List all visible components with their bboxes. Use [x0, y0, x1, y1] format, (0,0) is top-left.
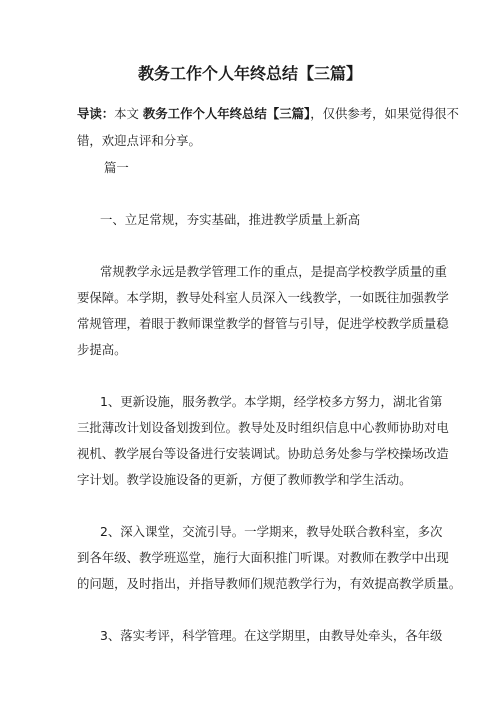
paragraph-3-line: 的问题，及时指出，并指导教师们规范教学行为，有效提高教学质量。: [77, 576, 462, 591]
intro-doc-title: 教务工作个人年终总结【三篇】: [142, 106, 311, 121]
paragraph-3-line: 2、深入课堂，交流引导。一学期来，教导处联合教科室，多次: [100, 524, 443, 539]
paragraph-4-line: 3、落实考评，科学管理。在这学期里，由教导处牵头，各年级: [100, 628, 443, 643]
paragraph-1-line: 步提高。: [77, 342, 127, 357]
paragraph-1-line: 要保障。本学期，教导处科室人员深入一线教学，一如既往加强教学: [77, 290, 449, 305]
paragraph-1-line: 常规管理，着眼于教师课堂教学的督管与引导，促进学校教学质量稳: [77, 316, 449, 331]
heading-1: 一、立足常规，夯实基础，推进教学质量上新高: [100, 212, 361, 227]
intro-text-suffix: ，仅供参考，如果觉得很不: [310, 106, 459, 121]
intro-line-1: [77, 105, 459, 123]
section-label: 篇一: [104, 160, 129, 175]
paragraph-2-line: 字计划。教学设施设备的更新，方便了教师教学和学生活动。: [77, 472, 412, 487]
paragraph-3-line: 到各年级、教学班巡堂，施行大面积推门听课。对教师在教学中出现: [77, 550, 449, 565]
intro-line-2: 错，欢迎点评和分享。: [77, 133, 201, 148]
paragraph-2-line: 视机、教学展台等设备进行安装调试。协助总务处参与学校操场改造: [77, 446, 449, 461]
paragraph-2-line: 三批薄改计划设备划拨到位。教导处及时组织信息中心教师协助对电: [77, 420, 449, 435]
paragraph-2-line: 1、更新设施，服务教学。本学期，经学校多方努力，湖北省第: [100, 394, 443, 409]
intro-label: 导读：: [77, 106, 115, 121]
document-title: 教务工作个人年终总结【三篇】: [137, 64, 362, 83]
paragraph-1-line: 常规教学永远是教学管理工作的重点，是提高学校教学质量的重: [100, 264, 447, 279]
intro-text-prefix: 本文: [114, 106, 143, 121]
